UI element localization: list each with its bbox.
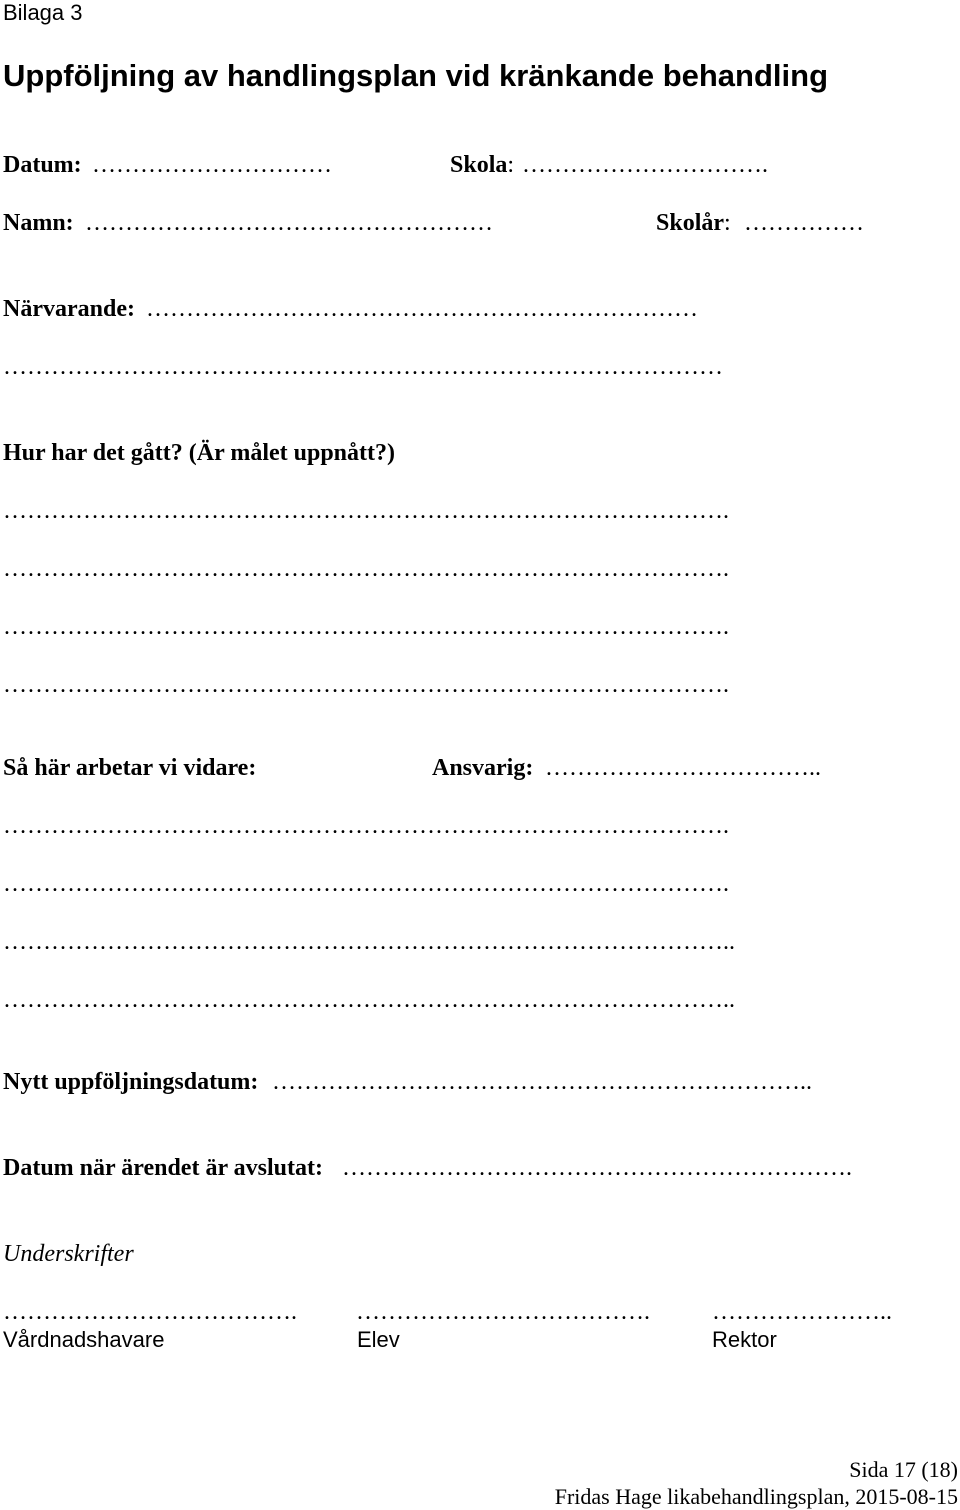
page-title: Uppföljning av handlingsplan vid kränkande behandling (3, 58, 829, 93)
ansvarig-label: Ansvarig: (432, 755, 534, 781)
next-line-3: ……………………………………………………………………………….. (3, 929, 735, 955)
datum-label: Datum: (3, 152, 82, 178)
how-line-4: ………………………………………………………………………………. (3, 672, 729, 698)
signature-role-student: Elev (357, 1327, 400, 1352)
skola-colon: : (507, 152, 515, 178)
skola-label-text: Skola (450, 152, 508, 178)
datum-dots: ………………………… (92, 152, 332, 178)
signature-dots-guardian: ………………………………. (3, 1299, 297, 1325)
next-line-2: ………………………………………………………………………………. (3, 871, 729, 897)
skola-label (450, 152, 514, 179)
how-question: Hur har det gått? (Är målet uppnått?) (3, 440, 395, 466)
namn-label: Namn: (3, 210, 74, 236)
avslutat-label: Datum när ärendet är avslutat: (3, 1155, 323, 1181)
skola-dots: …………………………. (522, 152, 768, 178)
footer-page-number: Sida 17 (18) (849, 1457, 958, 1482)
skolar-colon: : (724, 210, 731, 236)
footer-document: Fridas Hage likabehandlingsplan, 2015-08-15 (554, 1484, 958, 1509)
namn-dots: …………………………………………… (85, 210, 493, 236)
signature-dots-student: ………………………………. (356, 1299, 650, 1325)
skolar-label-text: Skolår (656, 210, 725, 236)
signatures-heading: Underskrifter (3, 1241, 134, 1267)
how-line-1: ………………………………………………………………………………. (3, 498, 729, 524)
bilaga-label: Bilaga 3 (3, 0, 83, 25)
skolar-label (656, 210, 731, 237)
next-label: Så här arbetar vi vidare: (3, 755, 257, 781)
nytt-label: Nytt uppföljningsdatum: (3, 1069, 259, 1095)
nytt-dots: ………………………………………………………….. (272, 1069, 812, 1095)
signature-role-guardian: Vårdnadshavare (3, 1327, 165, 1352)
signature-dots-principal: ………………….. (712, 1299, 892, 1325)
next-line-4: ……………………………………………………………………………….. (3, 987, 735, 1013)
narvarande-dots: …………………………………………………………… (146, 296, 698, 322)
next-line-1: ………………………………………………………………………………. (3, 813, 729, 839)
skolar-dots: …………… (744, 210, 864, 236)
narvarande-label: Närvarande: (3, 296, 135, 322)
ansvarig-dots: …………………………….. (545, 755, 821, 781)
how-line-2: ………………………………………………………………………………. (3, 556, 729, 582)
signature-role-principal: Rektor (712, 1327, 777, 1352)
how-line-3: ………………………………………………………………………………. (3, 614, 729, 640)
narvarande-line2: ……………………………………………………………………………… (3, 354, 723, 380)
avslutat-dots: ………………………………………………………. (342, 1155, 852, 1181)
